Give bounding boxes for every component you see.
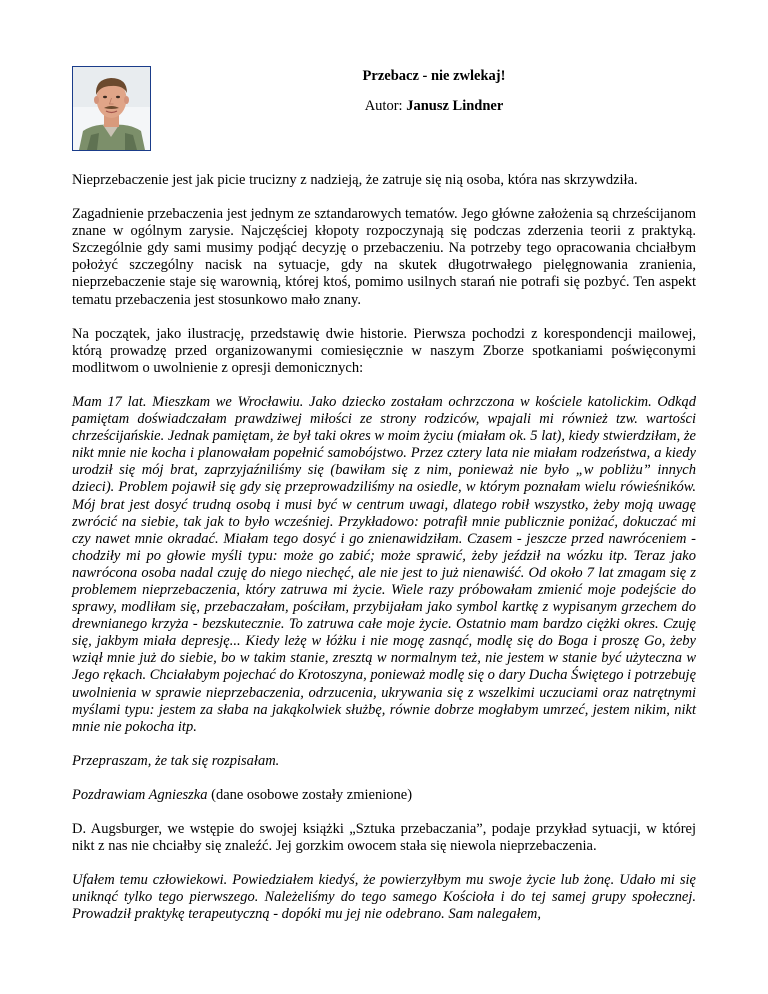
paragraph-augsburger: D. Augsburger, we wstępie do swojej książki „Sztuka przebaczania”, podaje przykład sytuacji, w której nikt z nas nie chciałby się znaleźć. Jej gorzkim owocem stała się niewola nieprzebaczenia. (72, 821, 696, 855)
author-photo (72, 66, 151, 151)
document-title: Przebacz - nie zwlekaj! (362, 68, 506, 84)
paragraph-letter: Mam 17 lat. Mieszkam we Wrocławiu. Jako dziecko zostałam ochrzczona w kościele katolickim. Odkąd pamiętam doświadczałam prawdziwej miłości ze strony rodziców, wpajali mi również tzw. wartości chrześcijańskie. Jednak pamiętam, że był taki okres w moim życiu (miałam ok. 5 lat), kiedy stwierdziłam, że nikt mnie nie kocha i planowałam popełnić samobójstwo. Przez cztery lata nie miałam rodzeństwa, a kiedy urodził się mój brat, zaprzyjaźniliśmy się (bawiłam się z nim, ponieważ nie było „w pobliżu” innych dzieci). Problem pojawił się gdy się przeprowadziliśmy na osiedle, w którym poznałam wielu rówieśników. Mój brat jest dosyć trudną osobą i musi być w centrum uwagi, dlatego robił wszystko, żeby moją uwagę zwrócić na siebie, tak jak to było wcześniej. Przykładowo: potrafił mnie publicznie poniżać, dokuczać mi czy nawet mnie okradać. Miałam tego dosyć i go znienawidziłam. Czasem - jeszcze przed nawróceniem - chodziły mi po głowie myśli typu: może go zabić; może sprawić, żeby jeździł na wózku itp. Teraz jako nawrócona osoba nadal czuję do niego niechęć, ale nie jest to już nienawiść. Od około 7 lat zmagam się z problemem nieprzebaczenia, który zatruwa mi życie. Wiele razy próbowałam zmienić moje podejście do sprawy, modliłam się, przebaczałam, pościłam, przybijałam jako symbol kartkę z wypisanym grzechem do drewnianego krzyża - bezskutecznie. To zatruwa całe moje życie. Ostatnio mam bardzo ciężki okres. Czuję się, jakbym miała depresję... Kiedy leżę w łóżku i nie mogę zasnąć, modlę się do Boga i proszę Go, żeby wziął mnie już do siebie, bo w takim stanie, zresztą w normalnym też, nie jestem w stanie być użyteczna w Jego rękach. Chciałabym pojechać do Krotoszyna, ponieważ modlę się o dary Ducha Świętego i potrzebuję uwolnienia w sprawie nieprzebaczenia, odrzucenia, ukrywania się z wszelkimi uczuciami oraz natrętnymi myślami typu: jestem za słaba na jakąkolwiek służbę, równie dobrze mogłabym umrzeć, jestem nikim, nikt mnie nie pokocha itp. (72, 393, 696, 735)
signature-note: (dane osobowe zostały zmienione) (207, 786, 413, 803)
author-line (150, 98, 718, 115)
signature-greeting: Pozdrawiam Agnieszka (72, 786, 208, 803)
paragraph-quote: Ufałem temu człowiekowi. Powiedziałem kiedyś, że powierzyłbym mu swoje życie lub żonę. Udało mi się uniknąć tylko tego pierwszego. Należeliśmy do tego samego Kościoła i do tej samej grupy społecznej. Prowadził praktykę terapeutyczną - dopóki mu jej nie odebrano. Sam nalegałem, (72, 872, 696, 923)
document-body (72, 172, 696, 923)
paragraph-signature (72, 787, 696, 804)
paragraph-stories-intro: Na początek, jako ilustrację, przedstawię dwie historie. Pierwsza pochodzi z korespondencji mailowej, którą prowadzę przed organizowanymi comiesięcznie w naszym Zborze spotkaniami poświęconymi modlitwom o uwolnienie z opresji demonicznych: (72, 325, 696, 376)
paragraph-intro: Zagadnienie przebaczenia jest jednym ze sztandarowych tematów. Jego główne założenia są chrześcijanom znane w ogólnym zarysie. Najczęściej kłopoty rozpoczynają się podczas zderzenia teorii z praktyką. Szczególnie gdy sami musimy podjąć decyzję o przebaczeniu. Na potrzeby tego opracowania chciałbym położyć szczególny nacisk na sytuacje, gdy na skutek długotrwałego pielęgnowania zranienia, nieprzebaczenie staje się warownią, której ktoś, pomimo usilnych starań nie potrafi się pozbyć. Ten aspekt tematu przebaczenia jest stosunkowo mało znany. (72, 206, 696, 308)
paragraph-apology: Przepraszam, że tak się rozpisałam. (72, 752, 280, 769)
paragraph-epigraph: Nieprzebaczenie jest jak picie trucizny z nadzieją, że zatruje się nią osoba, która nas skrzywdziła. (72, 172, 638, 188)
author-name: Janusz Lindner (406, 98, 504, 114)
author-label: Autor: (364, 98, 403, 114)
author-portrait-icon (73, 67, 150, 150)
